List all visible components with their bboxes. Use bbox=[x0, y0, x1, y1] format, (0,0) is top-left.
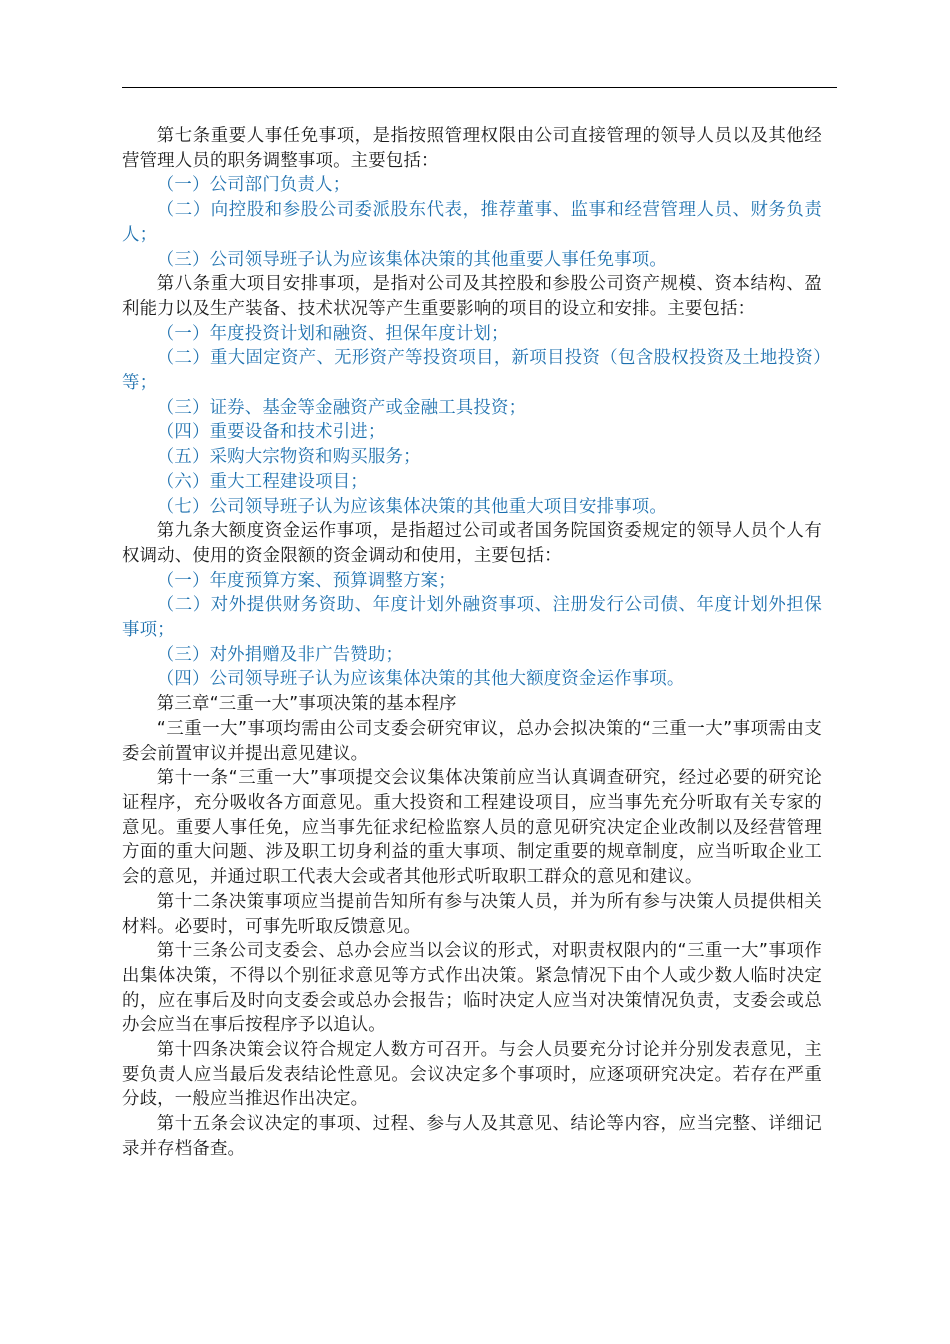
article-9-item-1: （一）年度预算方案、预算调整方案； bbox=[156, 570, 456, 591]
article-7-item-2: （二）向控股和参股公司委派股东代表，推荐董事、监事和经营管理人员、财务负责人； bbox=[122, 200, 822, 245]
article-11: 第十一条“三重一大”事项提交会议集体决策前应当认真调查研究，经过必要的研究论证程序，充分吸收各方面意见。重大投资和工程建设项目，应当事先充分听取有关专家的意见。重要人事任免，应当事先征求纪检监察人员的意见研究决定企业改制以及经营管理方面的重大问题、涉及职工切身利益的重大事项、制定重要的规章制度，应当听取企业工会的意见，并通过职工代表大会或者其他形式听取职工群众的意见和建议。 bbox=[122, 768, 822, 888]
article-9-item-2: （二）对外提供财务资助、年度计划外融资事项、注册发行公司债、年度计划外担保事项； bbox=[122, 595, 822, 641]
article-8-item-4: （四）重要设备和技术引进； bbox=[156, 422, 386, 443]
article-14: 第十四条决策会议符合规定人数方可召开。与会人员要充分讨论并分别发表意见，主要负责人应当最后发表结论性意见。会议决定多个事项时，应逐项研究决定。若存在严重分歧，一般应当推迟作出决定。 bbox=[122, 1040, 822, 1110]
header-rule bbox=[122, 87, 837, 88]
article-9-item-3: （三）对外捐赠及非广告赞助； bbox=[156, 644, 404, 665]
article-10: “三重一大”事项均需由公司支委会研究审议，总办会拟决策的“三重一大”事项需由支委会前置审议并提出意见建议。 bbox=[122, 718, 822, 764]
article-13: 第十三条公司支委会、总办会应当以会议的形式，对职责权限内的“三重一大”事项作出集体决策，不得以个别征求意见等方式作出决策。紧急情况下由个人或少数人临时决定的，应在事后及时向支委会或总办会报告；临时决定人应当对决策情况负责，支委会或总办会应当在事后按程序予以追认。 bbox=[122, 941, 822, 1036]
article-8-item-5: （五）采购大宗物资和购买服务； bbox=[156, 447, 421, 468]
chapter-3-heading: 第三章“三重一大”事项决策的基本程序 bbox=[156, 694, 457, 715]
article-8-item-3: （三）证券、基金等金融资产或金融工具投资； bbox=[156, 397, 527, 418]
article-7: 第七条重要人事任免事项，是指按照管理权限由公司直接管理的领导人员以及其他经营管理人员的职务调整事项。主要包括： bbox=[122, 126, 822, 171]
article-8-item-2: （二）重大固定资产、无形资产等投资项目，新项目投资（包含股权投资及土地投资）等； bbox=[122, 348, 822, 394]
article-8-item-1: （一）年度投资计划和融资、担保年度计划； bbox=[156, 323, 509, 344]
article-15: 第十五条会议决定的事项、过程、参与人及其意见、结论等内容，应当完整、详细记录并存档备查。 bbox=[122, 1114, 822, 1159]
article-9-item-4: （四）公司领导班子认为应该集体决策的其他大额度资金运作事项。 bbox=[156, 669, 685, 690]
article-7-item-3: （三）公司领导班子认为应该集体决策的其他重要人事任免事项。 bbox=[156, 249, 667, 270]
article-8: 第八条重大项目安排事项，是指对公司及其控股和参股公司资产规模、资本结构、盈利能力以及生产装备、技术状况等产生重要影响的项目的设立和安排。主要包括： bbox=[122, 274, 822, 319]
article-8-item-6: （六）重大工程建设项目； bbox=[156, 471, 368, 492]
article-9: 第九条大额度资金运作事项，是指超过公司或者国务院国资委规定的领导人员个人有权调动、使用的资金限额的资金调动和使用，主要包括： bbox=[122, 521, 822, 566]
article-8-item-7: （七）公司领导班子认为应该集体决策的其他重大项目安排事项。 bbox=[156, 496, 667, 517]
document-body bbox=[122, 124, 822, 1162]
article-7-item-1: （一）公司部门负责人； bbox=[156, 175, 351, 196]
article-12: 第十二条决策事项应当提前告知所有参与决策人员，并为所有参与决策人员提供相关材料。必要时，可事先听取反馈意见。 bbox=[122, 891, 822, 937]
